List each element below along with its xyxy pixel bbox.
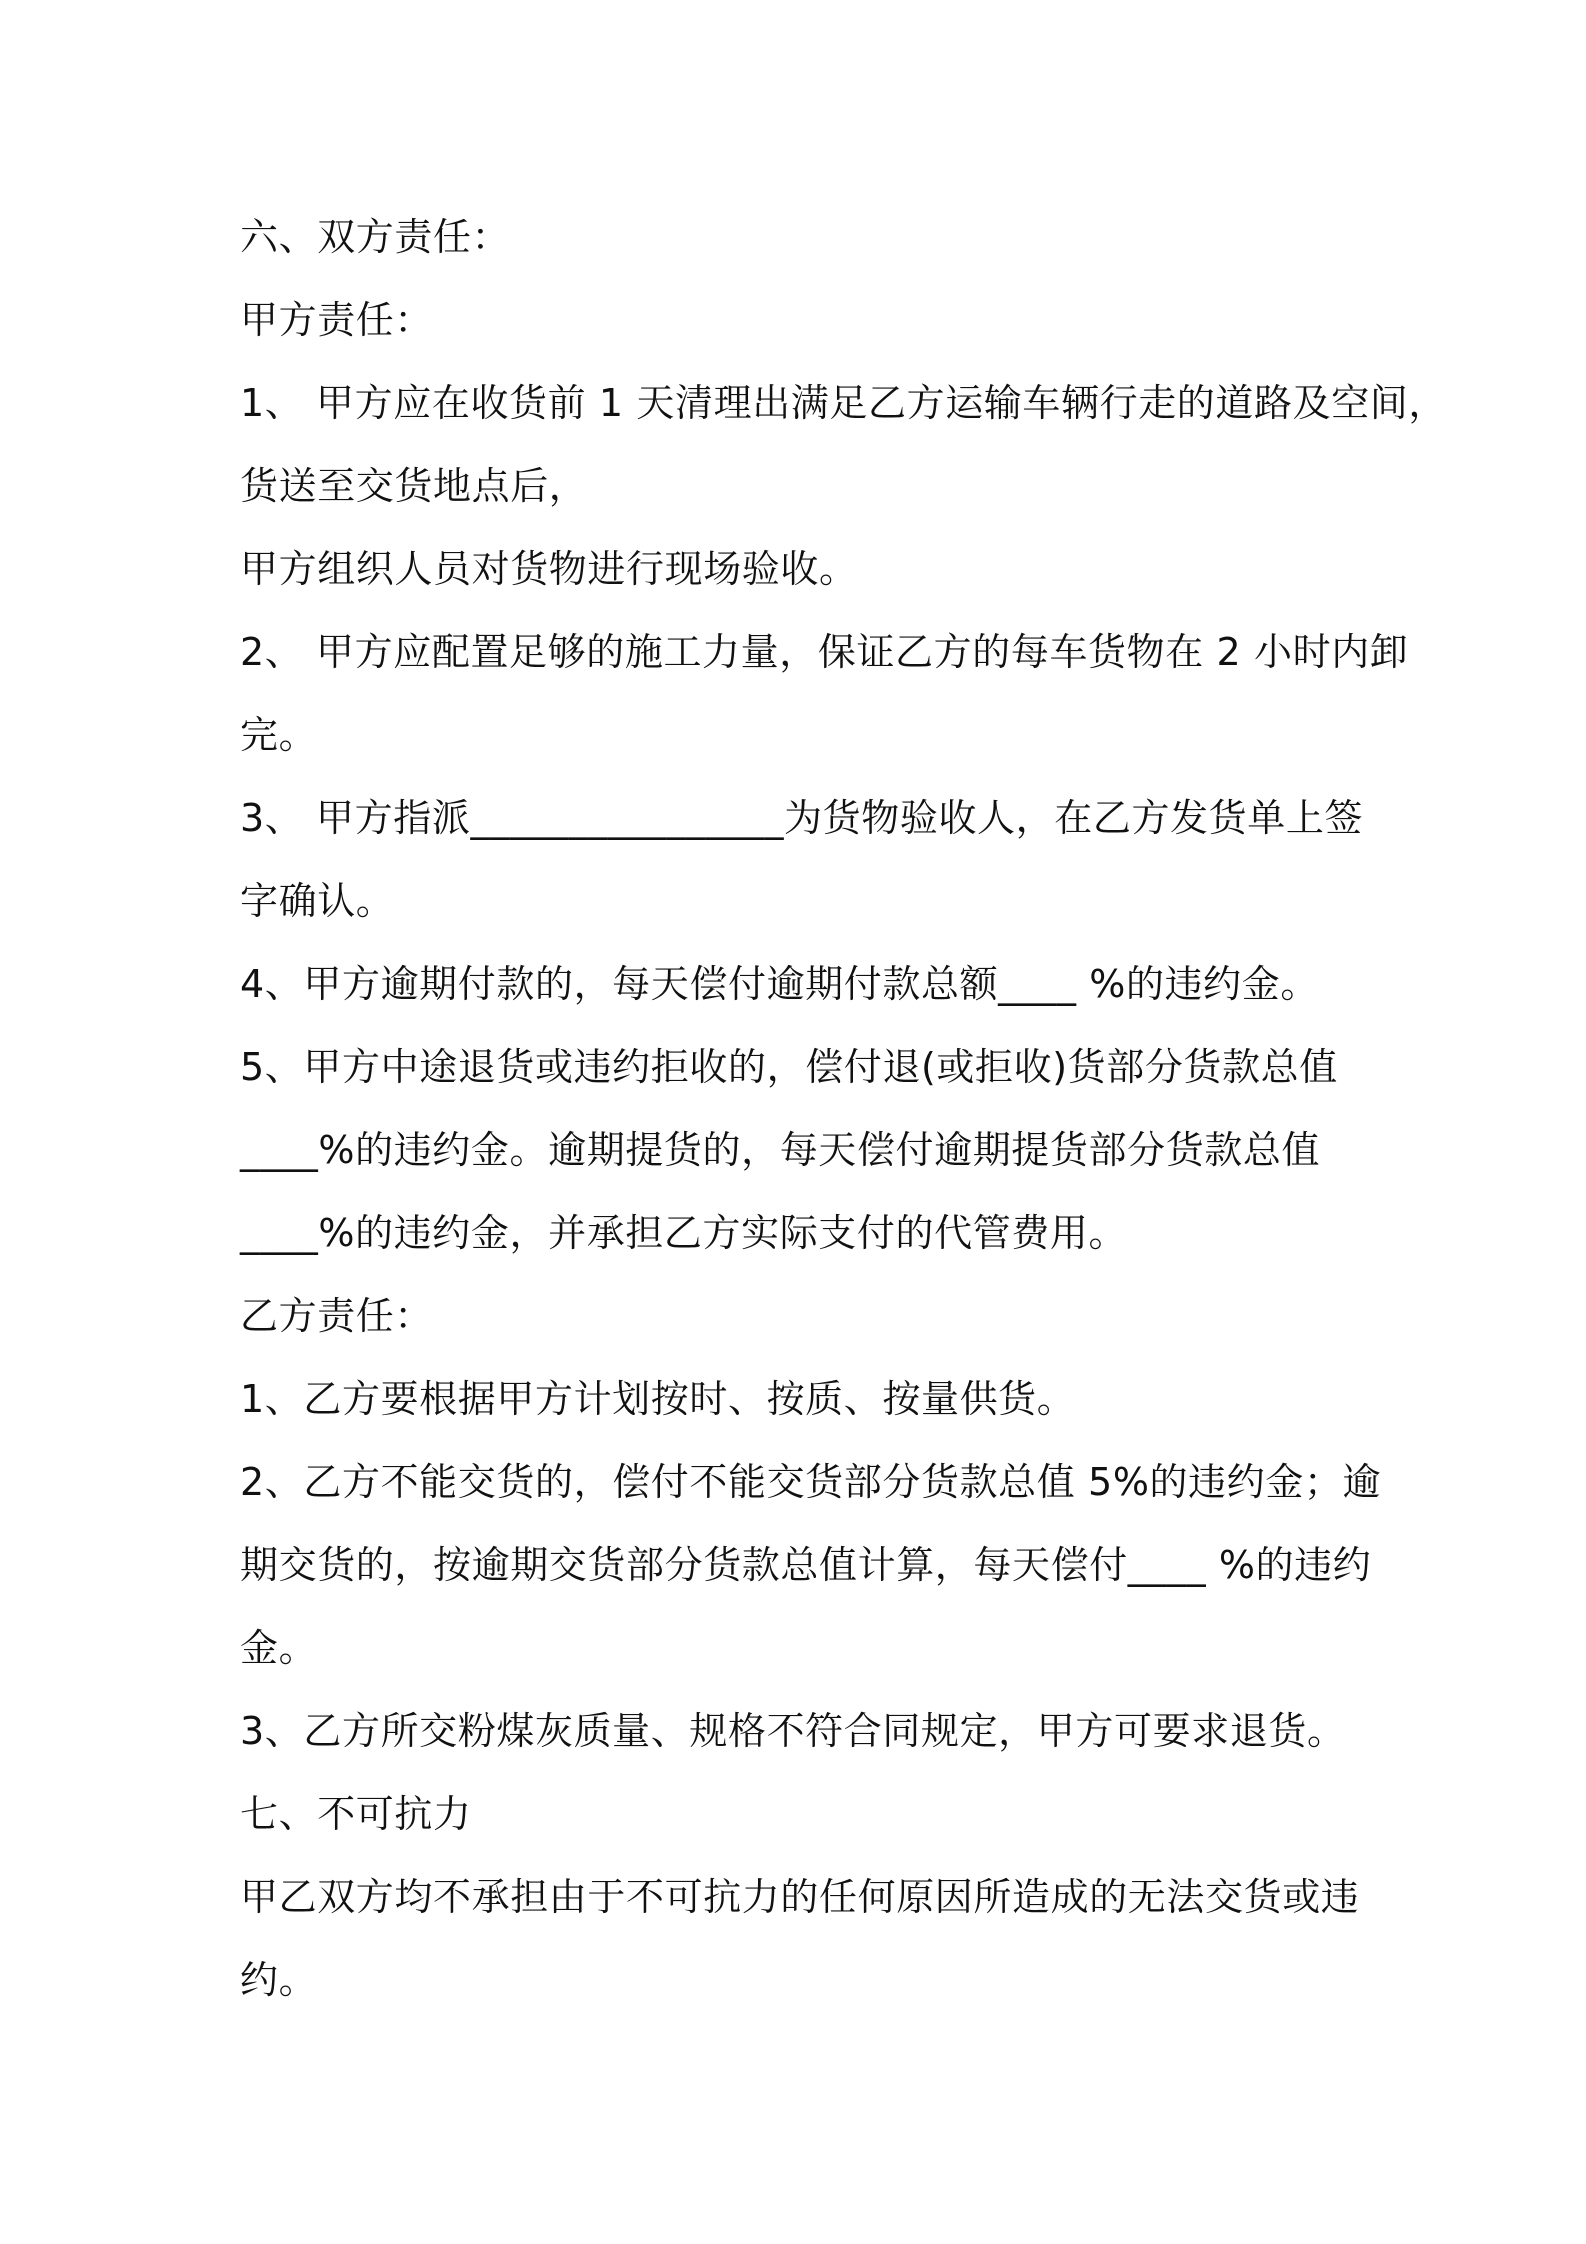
- paragraph-line: 字确认。: [240, 879, 395, 923]
- subheading-party-b-responsibilities: 乙方责任：: [240, 1294, 434, 1338]
- paragraph-line: 期交货的，按逾期交货部分货款总值计算，每天偿付____ %的违约: [240, 1543, 1372, 1587]
- paragraph-line: 1、 甲方应在收货前 1 天清理出满足乙方运输车辆行走的道路及空间，: [240, 381, 1447, 425]
- paragraph-line: 2、 甲方应配置足够的施工力量，保证乙方的每车货物在 2 小时内卸: [240, 630, 1409, 674]
- paragraph-line: 3、 甲方指派________________为货物验收人，在乙方发货单上签: [240, 796, 1364, 840]
- paragraph-line: 金。: [240, 1626, 318, 1670]
- section-heading-mutual-responsibilities: 六、双方责任：: [240, 215, 511, 259]
- paragraph-line: 完。: [240, 713, 318, 757]
- subheading-party-a-responsibilities: 甲方责任：: [240, 298, 434, 342]
- paragraph-line: 4、甲方逾期付款的，每天偿付逾期付款总额____ %的违约金。: [240, 962, 1319, 1006]
- paragraph-line: ____%的违约金。逾期提货的，每天偿付逾期提货部分货款总值: [240, 1128, 1321, 1172]
- paragraph-line: 甲乙双方均不承担由于不可抗力的任何原因所造成的无法交货或违: [240, 1875, 1360, 1919]
- paragraph-line: 5、甲方中途退货或违约拒收的，偿付退(或拒收)货部分货款总值: [240, 1045, 1338, 1089]
- paragraph-line: 甲方组织人员对货物进行现场验收。: [240, 547, 858, 591]
- paragraph-line: 约。: [240, 1958, 318, 2002]
- paragraph-line: 1、乙方要根据甲方计划按时、按质、按量供货。: [240, 1377, 1076, 1421]
- paragraph-line: 3、乙方所交粉煤灰质量、规格不符合同规定，甲方可要求退货。: [240, 1709, 1346, 1753]
- paragraph-line: 货送至交货地点后，: [240, 464, 588, 508]
- paragraph-line: ____%的违约金，并承担乙方实际支付的代管费用。: [240, 1211, 1128, 1255]
- section-heading-force-majeure: 七、不可抗力: [240, 1792, 472, 1836]
- paragraph-line: 2、乙方不能交货的，偿付不能交货部分货款总值 5%的违约金；逾: [240, 1460, 1382, 1504]
- document-body: [240, 196, 1447, 2022]
